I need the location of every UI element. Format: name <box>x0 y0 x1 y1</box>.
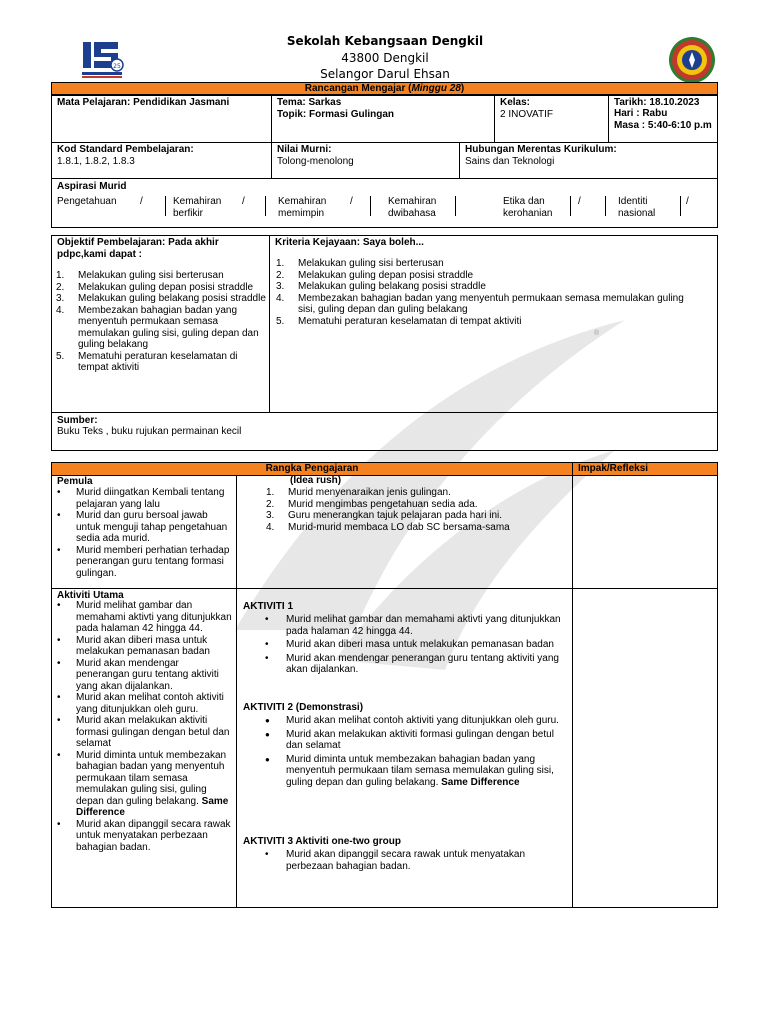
list-item: • Murid akan diberi masa untuk melakukan pemanasan badan <box>265 639 554 650</box>
activity-2-list <box>240 715 568 790</box>
list-item: • Murid akan diberi masa untuk melakukan pemanasan badan <box>57 634 210 657</box>
rangka-header: Rangka Pengajaran <box>265 463 359 474</box>
list-item: 3. Melakukan guling belakang posisi straddle <box>56 293 266 304</box>
utama-list <box>52 600 234 853</box>
list-item: 5. Mematuhi peraturan keselamatan di tempat aktiviti <box>276 315 522 327</box>
criteria-title: Kriteria Kejayaan: Saya boleh... <box>275 237 424 248</box>
aspirasi-item-mark: / <box>350 196 353 207</box>
list-item: 2. Melakukan guling depan posisi straddle <box>56 281 254 293</box>
objective-list <box>52 270 266 374</box>
aspirasi-item-label: Identiti nasional <box>618 196 656 219</box>
list-item: 3. Melakukan guling belakang posisi straddle <box>276 281 486 292</box>
bullet-icon: • <box>57 634 61 646</box>
idea-rush-title: (Idea rush) <box>290 475 342 486</box>
list-item: 1. Murid menyenaraikan jenis gulingan. <box>266 487 451 498</box>
bullet-icon: • <box>57 600 61 611</box>
value-label: Nilai Murni: <box>277 144 332 155</box>
criteria-list <box>272 258 702 327</box>
list-item: 2. Murid mengimbas pengetahuan sedia ada. <box>266 498 478 510</box>
sumber-value: Buku Teks , buku rujukan permainan kecil <box>57 426 242 437</box>
list-item: • Murid melihat gambar dan memahami aktivti yang ditunjukkan pada halaman 42 hingga 44. <box>57 600 232 634</box>
list-item: 4. Murid-murid membaca LO dab SC bersama-sama <box>266 521 510 533</box>
sumber-title: Sumber: <box>57 415 98 426</box>
list-item: • Murid diminta untuk membezakan bahagian badan yang menyentuh permukaan tilam semasa memulakan guling sisi, guling depan dan guling belakang. Same Difference <box>57 749 229 818</box>
bullet-icon: ● <box>265 754 270 764</box>
list-item: • Murid akan melihat contoh aktiviti yang ditunjukkan oleh guru. <box>57 692 224 715</box>
bullet-icon: • <box>57 544 61 556</box>
school-name: Sekolah Kebangsaan Dengkil <box>286 34 484 48</box>
same-difference-label: Same Difference <box>76 795 229 818</box>
bullet-icon: • <box>265 614 269 625</box>
list-item: 4. Membezakan bahagian badan yang menyentuh permukaan semasa memulakan guling sisi, guling depan dan guling belakang <box>56 304 259 350</box>
list-item: ● Murid akan melakukan aktiviti formasi gulingan dengan betul dan selamat <box>265 728 554 751</box>
list-item: 1. Melakukan guling sisi berterusan <box>56 270 224 281</box>
activity-3-title: AKTIVITI 3 Aktiviti one-two group <box>243 836 401 847</box>
list-item: • Murid akan dipanggil secara rawak untuk menyatakan perbezaan bahagian badan. <box>265 849 526 872</box>
list-item: • Murid melihat gambar dan memahami aktivti yang ditunjukkan pada halaman 42 hingga 44. <box>265 614 561 637</box>
aspirasi-item-label: Kemahiran memimpin <box>278 196 327 219</box>
bullet-icon: • <box>57 715 61 726</box>
bullet-icon: • <box>265 849 269 860</box>
plan-title: Rancangan Mengajar (Minggu 28) <box>304 83 465 94</box>
standard-label: Kod Standard Pembelajaran: <box>57 144 194 155</box>
list-item: • Murid dan guru bersoal jawab untuk menguji tahap pengetahuan sedia ada murid. <box>57 510 228 544</box>
bullet-icon: • <box>57 487 61 498</box>
pemula-list <box>52 487 232 579</box>
class-value: 2 INOVATIF <box>500 109 553 120</box>
bullet-icon: ● <box>265 729 270 739</box>
bullet-icon: • <box>57 818 61 830</box>
bullet-icon: ● <box>265 716 270 725</box>
subject: Mata Pelajaran: Pendidikan Jasmani <box>57 97 230 108</box>
school-logo-left <box>80 38 124 82</box>
same-difference-label: Same Difference <box>441 776 520 788</box>
aspirasi-item-mark: / <box>686 196 689 207</box>
list-item: 2. Melakukan guling depan posisi straddle <box>276 269 474 281</box>
idea-list <box>262 487 572 533</box>
school-seal-right <box>668 36 716 84</box>
pemula-title: Pemula <box>57 476 93 487</box>
list-item: • Murid diingatkan Kembali tentang pelajaran yang lalu <box>57 487 225 510</box>
svg-text:25: 25 <box>113 63 121 70</box>
theme: Tema: Sarkas <box>277 97 342 108</box>
class-label: Kelas: <box>500 97 531 108</box>
aspirasi-item-mark: / <box>578 196 581 207</box>
aspirasi-item-mark: / <box>140 196 143 207</box>
aspirasi-item-mark: / <box>242 196 245 207</box>
bullet-icon: • <box>57 510 61 521</box>
list-item: • Murid akan melakukan aktiviti formasi gulingan dengan betul dan selamat <box>57 715 230 749</box>
list-item: ● Murid diminta untuk membezakan bahagian badan yang menyentuh permukaan tilam semasa memulakan guling sisi, guling depan dan guling belakang. Same Difference <box>265 753 554 788</box>
activity-1-list <box>240 614 568 678</box>
list-item: • Murid akan mendengar penerangan guru tentang aktiviti yang akan dijalankan. <box>265 652 559 675</box>
cross-curriculum-label: Hubungan Merentas Kurikulum: <box>465 144 617 155</box>
school-state: Selangor Darul Ehsan <box>320 67 450 81</box>
aspirasi-item-label: Pengetahuan <box>57 196 117 207</box>
time: Masa : 5:40-6:10 p.m <box>614 120 712 131</box>
list-item: 4. Membezakan bahagian badan yang menyentuh permukaan semasa memulakan guling sisi, guling depan dan guling belakang <box>276 292 684 315</box>
bullet-icon: • <box>57 692 61 703</box>
activity-2-title: AKTIVITI 2 (Demonstrasi) <box>243 702 364 713</box>
aspirasi-item-label: Kemahiran berfikir <box>173 196 222 219</box>
aspirasi-item-label: Etika dan kerohanian <box>503 196 553 219</box>
activity-3-list <box>240 849 568 874</box>
list-item: • Murid akan mendengar penerangan guru tentang aktiviti yang akan dijalankan. <box>57 657 219 692</box>
aspirasi-item-label: Kemahiran dwibahasa <box>388 196 437 219</box>
date: Tarikh: 18.10.2023 <box>614 97 700 108</box>
objective-title: Objektif Pembelajaran: Pada akhir pdpc,kami dapat : <box>57 237 219 260</box>
standard-value: 1.8.1, 1.8.2, 1.8.3 <box>57 156 135 167</box>
value-value: Tolong-menolong <box>277 156 354 167</box>
list-item: 5. Mematuhi peraturan keselamatan di tempat aktiviti <box>56 350 238 373</box>
list-item: 3. Guru menerangkan tajuk pelajaran pada hari ini. <box>266 510 503 521</box>
utama-title: Aktiviti Utama <box>57 590 124 601</box>
plan-title-bar <box>51 82 718 95</box>
bullet-icon: • <box>57 749 61 761</box>
registered-mark: ® <box>594 330 600 337</box>
list-item: • Murid akan dipanggil secara rawak untuk menyatakan perbezaan bahagian badan. <box>57 818 231 853</box>
bullet-icon: • <box>265 652 269 664</box>
topic: Topik: Formasi Gulingan <box>277 109 395 120</box>
bullet-icon: • <box>265 639 269 650</box>
cross-curriculum-value: Sains dan Teknologi <box>465 156 555 167</box>
list-item: ● Murid akan melihat contoh aktiviti yang ditunjukkan oleh guru. <box>265 715 559 726</box>
impact-header: Impak/Refleksi <box>578 463 649 474</box>
list-item: • Murid memberi perhatian terhadap penerangan guru tentang formasi gulingan. <box>57 544 230 579</box>
activity-1-title: AKTIVITI 1 <box>243 601 294 612</box>
bullet-icon: • <box>57 657 61 669</box>
day: Hari : Rabu <box>614 108 668 119</box>
list-item: 1. Melakukan guling sisi berterusan <box>276 258 444 269</box>
aspirasi-title: Aspirasi Murid <box>57 181 127 192</box>
school-postcode: 43800 Dengkil <box>341 51 429 65</box>
